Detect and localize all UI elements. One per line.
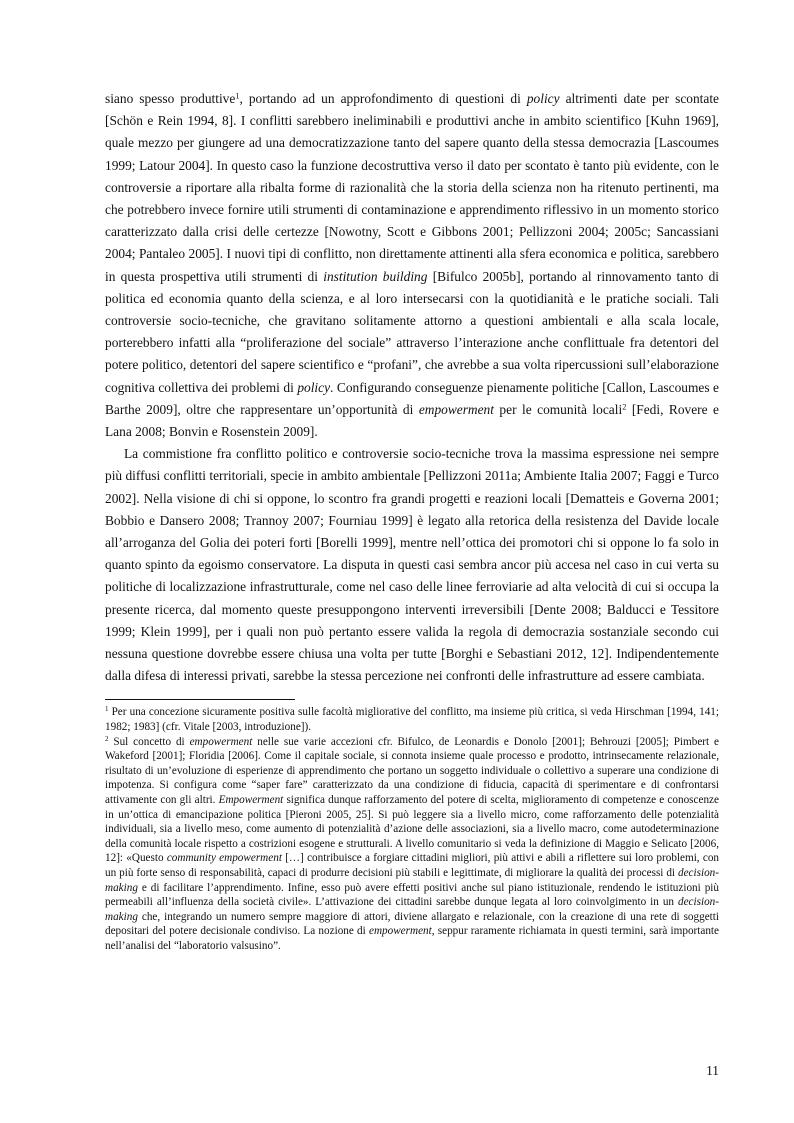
text-run: […] contribuisce a forgiare cittadini migliori, più attivi e abili a riflettere sui loro problemi, con un più forte senso di responsabilità, capaci di produrre decisioni più stabili e legittimate, di migliorare la qualità dei processi di [105, 852, 720, 880]
text-run: nelle sue varie accezioni cfr. Bifulco, de Leonardis e Donolo [2001]; Behrouzi [2005]; Pimbert e Wakeford [2001]; Floridia [2006]. Come il capitale sociale, si connota insieme quale processo e prodotto, intrinsecamente relazionale, risultato di un’evoluzione di esperienze di apprendimento che portano un soggetto individuale o collettivo a superare una condizione di impotenza. Si configura come “saper fare” caratterizzato da una condizione di fiducia, capacità di sperimentare e di confrontarsi attivamente con gli altri. [105, 735, 719, 807]
footnote-ref: 2 [105, 734, 109, 743]
text-run: che, integrando un numero sempre maggiore di attori, diviene allargato e relazionale, con la creazione di una rete di soggetti depositari del potere decisionale condiviso. La nozione di [105, 910, 719, 938]
text-run: altrimenti date per scontate [Schön e Rein 1994, 8]. I conflitti sarebbero ineliminabili e produttivi anche in ambito scientifico [Kuhn 1969], quale mezzo per giungere ad una democratizzazione tanto del sapere quanto della stessa democrazia [Lascoumes 1999; Latour 2004]. In questo caso la funzione decostruttiva verso il dato per scontato è tanto più evidente, con le controversie a riportare alla ribalta forme di razionalità che la storia della scienza non ha ritenuto pertinenti, ma che potrebbero invece fornire utili strumenti di contaminazione e apprendimento riflessivo in un momento storico caratterizzato dalla crisi delle certezze [Nowotny, Scott e Gibbons 2001; Pellizzoni 2004; 2005c; Sancassiani 2004; Pantaleo 2005]. I nuovi tipi di conflitto, non direttamente attinenti alla sfera economica e politica, sarebbero in questa prospettiva utili strumenti di [105, 91, 719, 284]
paragraph-2 [105, 443, 719, 687]
italic-term: decision-making [105, 896, 719, 923]
italic-term: policy [297, 379, 331, 395]
italic-term: policy [526, 91, 560, 106]
text-run: significa dunque rafforzamento del potere di scelta, miglioramento di competenze e conoscenze in un’ottica di emancipazione politica [Pieroni 2005, 25]. Si può leggere sia a livello micro, come rafforzamento delle potenzialità individuali, sia a livello meso, come aumento di potenzialità d’azione delle associazioni, sia a livello macro, come autodeterminazione della comunità locale rispetto a costrizioni esogene e strutturali. A livello comunitario si veda la definizione di Maggio e Selicato [2006, 12]: «Questo [105, 794, 719, 865]
footnote-ref: 1 [235, 91, 240, 101]
footnote-ref: 1 [105, 705, 109, 714]
italic-term: decision-making [105, 867, 719, 894]
text-run: [Fedi, Rovere e Lana 2008; Bonvin e Rosenstein 2009]. [105, 401, 719, 440]
page-number: 11 [706, 1063, 719, 1078]
footnote-2 [105, 735, 719, 954]
italic-term: institution building [323, 268, 428, 284]
text-run: La commistione fra conflitto politico e controversie socio-tecniche trova la massima espressione nei sempre più diffusi conflitti territoriali, specie in ambito ambientale [Pellizzoni 2011a; Ambiente Italia 2007; Faggi e Turco 2002]. Nella visione di chi si oppone, lo scontro fra grandi progetti e reazioni locali [Dematteis e Governa 2001; Bobbio e Dansero 2008; Trannoy 2007; Fourniau 1999] è legato alla retorica della resistenza del Davide locale all’arroganza del Golia dei poteri forti [Borelli 1999], mentre nell’ottica dei promotori chi si oppone lo fa solo in quanto spinto da egoismo conservatore. La disputa in questi casi sembra ancor più accesa nel caso in cui verta su politiche di localizzazione infrastrutturale, come nel caso delle linee ferroviarie ad alta velocità di cui si occupa la presente ricerca, dal momento queste presuppongono interventi irreversibili [Dente 2008; Balducci e Tessitore 1999; Klein 1999], per i quali non può pertanto essere valida la regola di democrazia sostanziale secondo cui nessuna questione dovrebbe essere chiusa una volta per tutte [Borghi e Sebastiani 2012, 12]. Indipendentemente dalla difesa di interessi privati, sarebbe la stessa percezione nei confronti delle infrastrutture ad essere cambiata. [105, 446, 719, 684]
text-run: siano spesso produttive [105, 91, 236, 106]
paragraph-1 [105, 88, 719, 443]
footnotes [105, 705, 719, 953]
text-run: per le comunità locali [493, 401, 623, 417]
footnote-ref: 2 [622, 402, 627, 412]
italic-term: empowerment [418, 401, 494, 417]
footnote-1 [105, 705, 719, 734]
italic-term: empowerment [189, 735, 253, 748]
italic-term: community empowerment [166, 852, 282, 865]
footnote-separator [105, 699, 295, 700]
text-run: [Bifulco 2005b], portando al rinnovamento tanto di politica ed economia quanto della scienza, e al loro intersecarsi con la quotidianità e le pratiche sociali. Tali controversie socio-tecniche, che gravitano solitamente attorno a questioni ambientali e alla scala locale, porterebbero infatti alla “proliferazione del sociale” attraverso l’interazione anche conflittuale fra detentori del potere politico, detentori del sapere scientifico e “profani”, che avrebbe a sua volta ripercussioni sull’elaborazione cognitiva collettiva dei problemi di [105, 268, 719, 395]
text-run: , seppur raramente richiamata in questi termini, sarà importante nell’analisi del “laboratorio valsusino”. [105, 925, 720, 952]
text-run: Sul concetto di [108, 735, 190, 748]
text-run: . Configurando conseguenze pienamente politiche [Callon, Lascoumes e Barthe 2009], oltre che rappresentare un’opportunità di [105, 379, 719, 417]
text-run: Per una concezione sicuramente positiva sulle facoltà migliorative del conflitto, ma insieme più critica, si veda Hirschman [1994, 141; 1982; 1983] (cfr. Vitale [2003, introduzione]). [105, 706, 719, 734]
body-text [105, 88, 719, 687]
text-run: e di facilitare l’apprendimento. Infine, esso può avere effetti positivi anche sul piano istituzionale, rendendo le istituzioni più permeabili all’influenza della società civile». L’attivazione dei cittadini sarebbe dunque legata al loro coinvolgimento in un [105, 881, 719, 909]
italic-term: Empowerment [218, 794, 284, 807]
page-content [105, 88, 719, 954]
italic-term: empowerment [368, 925, 432, 938]
text-run: , portando ad un approfondimento di questioni di [239, 91, 527, 106]
